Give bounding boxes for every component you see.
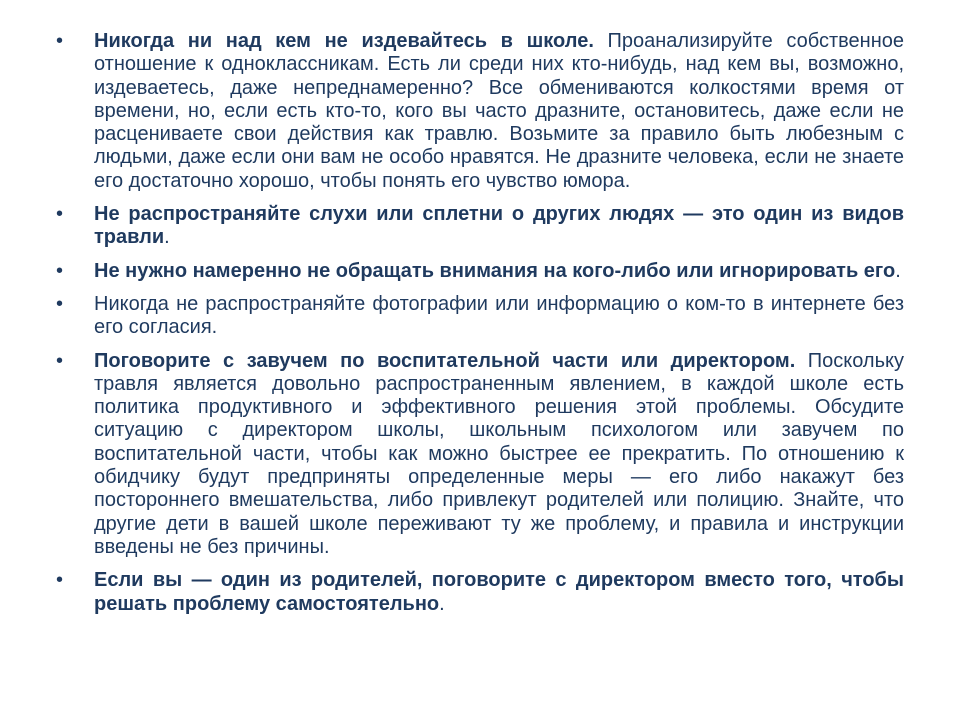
bullet-icon: • (56, 203, 64, 226)
bullet-6-text: . (439, 592, 445, 615)
bullet-1-text: Проанализируйте собственное отношение к одноклассникам. Есть ли среди них кто-нибудь, над кем вы, возможно, издеваетесь, даже непреднамеренно? Все обмениваются колкостями время от времени, но, если есть кто-то, кого вы часто дразните, остановитесь, даже если не расцениваете свои действия как травлю. Возьмите за правило быть любезным с людьми, даже если они вам не особо нравятся. Не дразните человека, если не знаете его достаточно хорошо, чтобы понять его чувство юмора. (94, 30, 904, 192)
bullet-list (56, 30, 904, 626)
bullet-icon: • (56, 292, 64, 315)
bullet-1-bold-text: Никогда ни над кем не издевайтесь в школе. (94, 30, 594, 52)
bullet-3-text: . (895, 259, 901, 282)
bullet-item-2 (56, 203, 904, 250)
bullet-item-5 (56, 350, 904, 560)
bullet-icon: • (56, 259, 64, 282)
bullet-5-bold-text: Поговорите с завучем по воспитательной части или директором. (94, 349, 796, 372)
bullet-5-text: Поскольку травля является довольно распространенным явлением, в каждой школе есть политика продуктивного и эффективного решения этой проблемы. Обсудите ситуацию с директором школы, школьным психологом или завучем по воспитательной части, чтобы как можно быстрее ее прекратить. По отношению к обидчику будут предприняты определенные меры — его либо накажут без постороннего вмешательства, либо привлекут родителей или полицию. Знайте, что другие дети в вашей школе переживают ту же проблему, и правила и инструкции введены не без причины. (94, 349, 904, 558)
bullet-icon: • (56, 30, 64, 52)
bullet-item-1 (56, 30, 904, 193)
bullet-icon: • (56, 569, 64, 592)
bullet-2-text: . (164, 226, 170, 249)
bullet-item-3 (56, 260, 904, 283)
bullet-4-text: Никогда не распространяйте фотографии или информацию о ком-то в интернете без его согласия. (94, 292, 904, 339)
bullet-item-4 (56, 293, 904, 340)
bullet-2-bold-text: Не распространяйте слухи или сплетни о других людях — это один из видов травли (94, 203, 904, 249)
bullet-item-6 (56, 569, 904, 616)
bullet-3-bold-text: Не нужно намеренно не обращать внимания на кого-либо или игнорировать его (94, 259, 896, 282)
bullet-6-bold-text: Если вы — один из родителей, поговорите с директором вместо того, чтобы решать проблему самостоятельно (94, 569, 904, 615)
bullet-icon: • (56, 349, 64, 372)
